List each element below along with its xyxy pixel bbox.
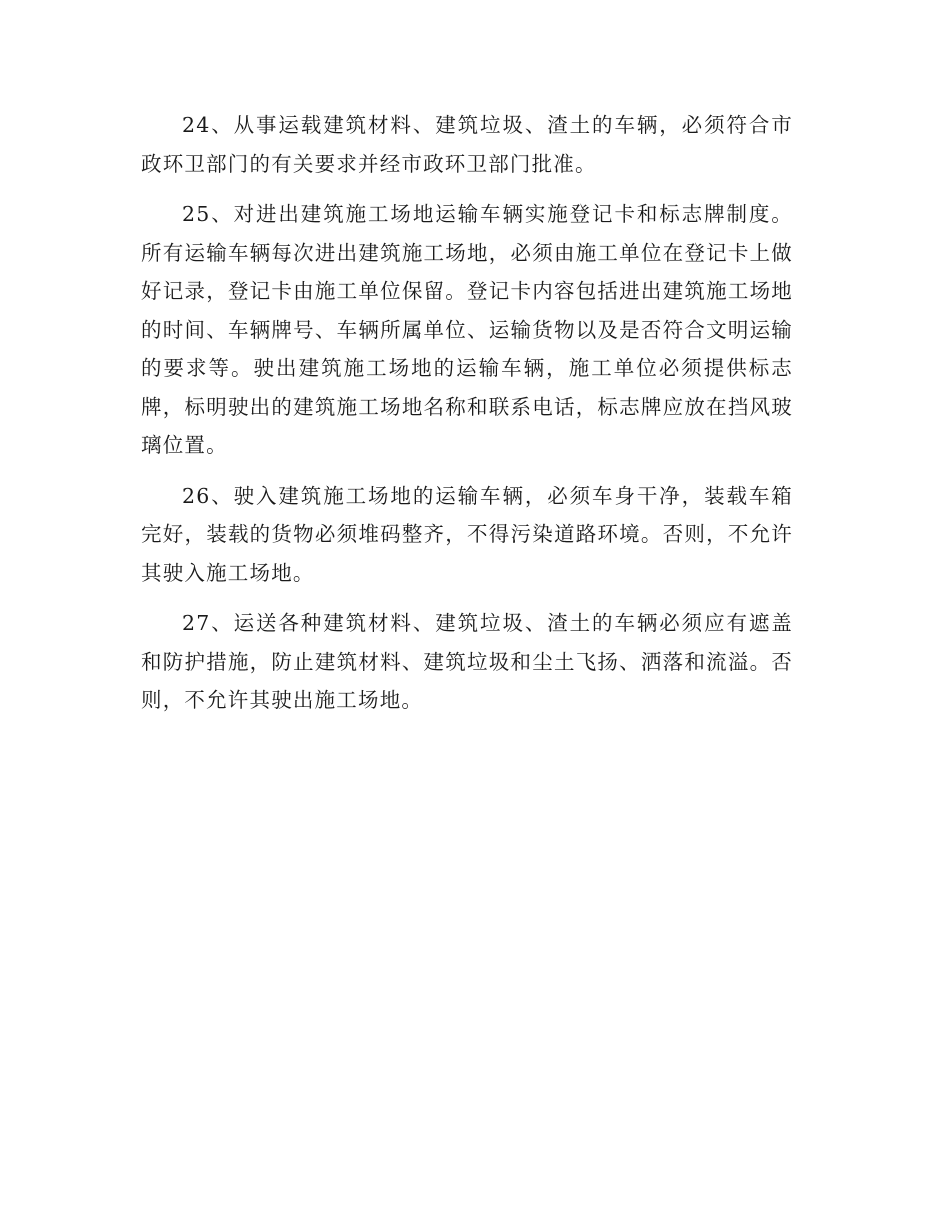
paragraph-25: 25、对进出建筑施工场地运输车辆实施登记卡和标志牌制度。所有运输车辆每次进出建筑施工场地，必须由施工单位在登记卡上做好记录，登记卡由施工单位保留。登记卡内容包括进出建筑施工场地的时间、车辆牌号、车辆所属单位、运输货物以及是否符合文明运输的要求等。驶出建筑施工场地的运输车辆，施工单位必须提供标志牌，标明驶出的建筑施工场地名称和联系电话，标志牌应放在挡风玻璃位置。 (141, 202, 793, 457)
document-body (141, 106, 793, 732)
paragraph-27: 27、运送各种建筑材料、建筑垃圾、渣土的车辆必须应有遮盖和防护措施，防止建筑材料、建筑垃圾和尘土飞扬、洒落和流溢。否则，不允许其驶出施工场地。 (141, 611, 793, 712)
paragraph-26: 26、驶入建筑施工场地的运输车辆，必须车身干净，装载车箱完好，装载的货物必须堆码整齐，不得污染道路环境。否则，不允许其驶入施工场地。 (141, 483, 793, 585)
paragraph-24: 24、从事运载建筑材料、建筑垃圾、渣土的车辆，必须符合市政环卫部门的有关要求并经市政环卫部门批准。 (141, 113, 793, 176)
